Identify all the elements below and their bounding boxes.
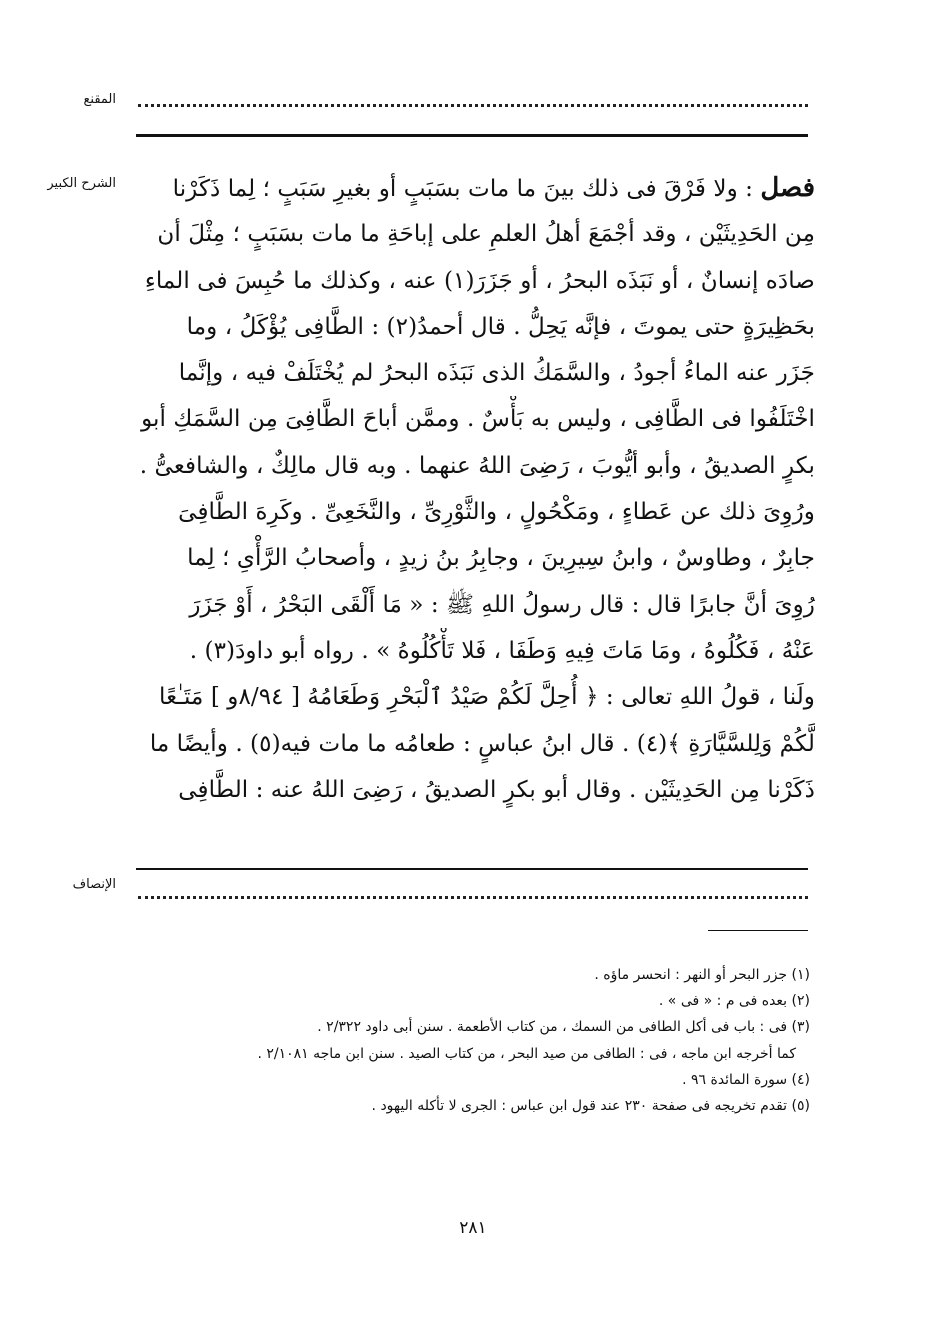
text-line: ورُوِىَ ذلك عن عَطاءٍ ، ومَكْحُولٍ ، والثَّوْرِىِّ ، والنَّخَعِىِّ . وكَرِهَ الطَّافِىَ — [178, 498, 815, 526]
header-rule — [136, 134, 808, 137]
footnote-item: (١) جزر البحر أو النهر : انحسر ماؤه . — [594, 967, 810, 983]
text-line: رُوِىَ أنَّ جابرًا قال : قال رسولُ اللهِ ﷺ : « مَا أَلْقَى البَحْرُ ، أَوْ جَزَرَ — [189, 590, 815, 618]
text-line — [130, 165, 815, 211]
header-book-title: المقنع — [83, 92, 116, 107]
text-line: مِن الحَدِيثَيْن ، وقد أجْمَعَ أهلُ العلمِ على إباحَةِ ما مات بسَبَبٍ ؛ مِثْلَ أن — [157, 220, 815, 248]
text-line: عَنْهُ ، فَكُلُوهُ ، ومَا مَاتَ فِيهِ وَطَفَا ، فَلا تَأْكُلُوهُ » . رواه أبو داودَ(٣) . — [189, 636, 815, 664]
text-line: جَزَر عنه الماءُ أجودُ ، والسَّمَكُ الذى نَبَذَه البحرُ لم يُخْتَلَفْ فيه ، وإنَّما — [178, 359, 815, 387]
text-line: جابِرٌ ، وطاوسٌ ، وابنُ سِيرِينَ ، وجابِرُ بنُ زيدٍ ، وأصحابُ الرَّأْىِ ؛ لِما — [187, 544, 815, 572]
text-line: اخْتَلَفُوا فى الطَّافِى ، وليس به بَأْسٌ . وممَّن أباحَ الطَّافِىَ مِن السَّمَكِ أبو — [141, 405, 815, 433]
text-line: لَّكُمْ وَلِلسَّيَّارَةِ ﴾(٤) . قال ابنُ عباسٍ : طعامُه ما مات فيه(٥) . وأيضًا ما — [149, 729, 815, 757]
text-line: ذَكَرْنا مِن الحَدِيثَيْن . وقال أبو بكرٍ الصديقُ ، رَضِىَ اللهُ عنه : الطَّافِى — [178, 775, 815, 803]
main-text-block — [130, 165, 815, 813]
text-line-content: : ولا فَرْقَ فى ذلك بينَ ما مات بسَبَبٍ أو بغيرِ سَبَبٍ ؛ لِما ذَكَرْنا — [172, 175, 753, 202]
text-line: صادَه إنسانٌ ، أو نَبَذَه البحرُ ، أو جَزَرَ(١) عنه ، وكذلك ما حُبِسَ فى الماءِ — [144, 266, 815, 294]
text-line: بكرٍ الصديقُ ، وأبو أيُّوبَ ، رَضِىَ اللهُ عنهما . وبه قال مالِكٌ ، والشافعىُّ . — [139, 451, 815, 479]
margin-label-sharh: الشرح الكبير — [47, 176, 116, 191]
footnotes-block — [130, 962, 810, 1119]
text-line: بحَظِيرَةٍ حتى يموتَ ، فإنَّه يَحِلُّ . قال أحمدُ(٢) : الطَّافِى يُؤْكَلُ ، وما — [186, 312, 815, 340]
footnote-item: كما أخرجه ابن ماجه ، فى : الطافى من صيد البحر ، من كتاب الصيد . سنن ابن ماجه ٢/١٠٨١ . — [257, 1045, 796, 1062]
section-lead-word: فصل — [760, 173, 815, 203]
insaf-dotted-line — [138, 896, 808, 899]
header-dotted-line — [138, 104, 808, 107]
margin-label-insaf: الإنصاف — [72, 877, 116, 892]
text-line: ولَنا ، قولُ اللهِ تعالى : ﴿ أُحِلَّ لَكُمْ صَيْدُ ٱلْبَحْرِ وَطَعَامُهُ [ ٨/٩٤و ] مَتَـٰعًا — [159, 683, 815, 711]
footnote-item: (٣) فى : باب فى أكل الطافى من السمك ، من كتاب الأطعمة . سنن أبى داود ٢/٣٢٢ . — [317, 1019, 810, 1036]
footnote-item: (٥) تقدم تخريجه فى صفحة ٢٣٠ عند قول ابن عباس : الجرى لا تأكله اليهود . — [371, 1098, 810, 1115]
footnote-separator — [708, 930, 808, 931]
footnote-item: (٤) سورة المائدة ٩٦ . — [682, 1071, 810, 1088]
footnote-item: (٢) بعده فى م : « فى » . — [658, 993, 810, 1010]
page-number: ٢٨١ — [459, 1218, 487, 1238]
lower-rule — [136, 868, 808, 870]
